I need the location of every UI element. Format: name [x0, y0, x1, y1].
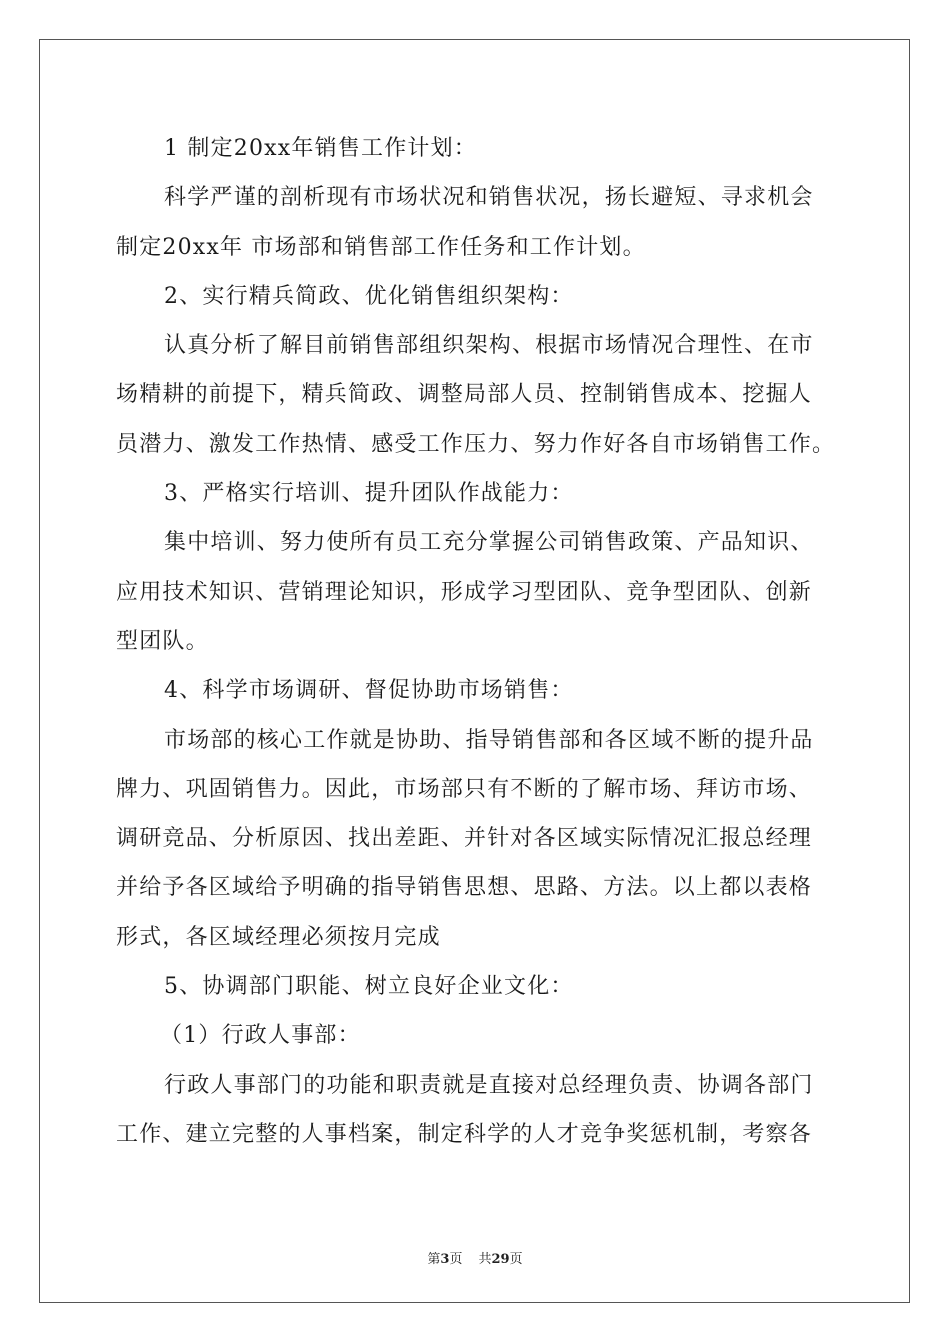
text-line: 科学严谨的剖析现有市场状况和销售状况，扬长避短、寻求机会: [164, 185, 814, 211]
text-line: 牌力、巩固销售力。因此，市场部只有不断的了解市场、拜访市场、: [116, 776, 813, 802]
text-line: 3、严格实行培训、提升团队作战能力：: [164, 481, 574, 507]
text-line: 工作、建立完整的人事档案，制定科学的人才竞争奖惩机制，考察各: [116, 1121, 813, 1147]
text-line: 2、实行精兵简政、优化销售组织架构：: [164, 283, 574, 309]
text-line: 应用技术知识、营销理论知识，形成学习型团队、竞争型团队、创新: [116, 579, 813, 605]
text-line: 集中培训、努力使所有员工充分掌握公司销售政策、产品知识、: [164, 530, 814, 556]
text-line: 5、协调部门职能、树立良好企业文化：: [164, 974, 574, 1000]
text-line: 场精耕的前提下，精兵简政、调整局部人员、控制销售成本、挖掘人: [116, 382, 813, 408]
text-line: 员潜力、激发工作热情、感受工作压力、努力作好各自市场销售工作。: [116, 431, 836, 457]
text-line: 型团队。: [116, 628, 209, 654]
text-line: 认真分析了解目前销售部组织架构、根据市场情况合理性、在市: [164, 333, 814, 359]
page-footer: [0, 1248, 950, 1267]
text-line: 并给予各区域给予明确的指导销售思想、思路、方法。以上都以表格: [116, 875, 813, 901]
text-line: 制定20xx年 市场部和销售部工作任务和工作计划。: [116, 234, 646, 260]
text-line: 形式，各区域经理必须按月完成: [116, 924, 441, 950]
text-line: 行政人事部门的功能和职责就是直接对总经理负责、协调各部门: [164, 1072, 814, 1098]
document-body: [116, 124, 838, 1159]
text-line: （1）行政人事部：: [160, 1023, 361, 1049]
total-prefix: 共: [478, 1252, 492, 1267]
text-line: 4、科学市场调研、督促协助市场销售：: [164, 678, 574, 704]
page-suffix: 页: [449, 1252, 463, 1267]
total-suffix: 页: [509, 1252, 523, 1267]
total-pages: 29: [491, 1252, 510, 1267]
text-line: 1 制定20xx年销售工作计划：: [164, 136, 477, 161]
text-line: 调研竞品、分析原因、找出差距、并针对各区域实际情况汇报总经理: [116, 826, 813, 852]
page-number: 3: [440, 1252, 450, 1267]
page-prefix: 第: [427, 1252, 441, 1267]
text-line: 市场部的核心工作就是协助、指导销售部和各区域不断的提升品: [164, 727, 814, 753]
